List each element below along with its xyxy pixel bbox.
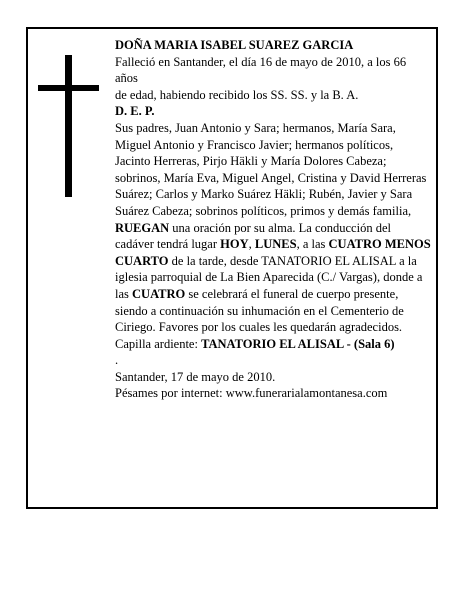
death-line: Falleció en Santander, el día 16 de mayo de 2010, a los 66 años — [115, 54, 407, 86]
capilla-dot: . — [115, 353, 119, 368]
dep-line: D. E. P. — [115, 104, 155, 119]
death-line-2: de edad, habiendo recibido los SS. SS. y la B. A. — [115, 87, 359, 102]
deceased-name: DOÑA MARIA ISABEL SUAREZ GARCIA — [115, 38, 354, 52]
ruegan-paragraph: RUEGAN una oración por su alma. La conducción del cadáver tendrá lugar HOY, LUNES, a las CUATRO MENOS CUARTO de la tarde, desde TANATORIO EL ALISAL a la iglesia parroquial de La Bien Aparecida (C./ Vargas), donde a las CUATRO se celebrará el funeral de cuerpo presente, siendo a continuación su inhumación en el Cementerio de Ciriego. Favores por los cuales les quedarán agradecidos. — [115, 220, 431, 335]
family-paragraph: Sus padres, Juan Antonio y Sara; hermanos, María Sara, Miguel Antonio y Francisco Javier; hermanos políticos, Jacinto Herreras, Pirjo Häkli y María Dolores Cabeza; sobrinos, María Eva, Miguel Angel, Cristina y David Herreras Suárez; Carlos y Marko Suárez Häkli; Rubén, Javier y Sara Suárez Cabeza; sobrinos políticos, primos y demás familia, — [115, 120, 427, 218]
date-line: Santander, 17 de mayo de 2010. — [115, 369, 276, 384]
capilla-line: Capilla ardiente: TANATORIO EL ALISAL - (Sala 6) — [115, 336, 395, 351]
condolences-web-line: Pésames por internet: www.funerarialamontanesa.com — [115, 386, 388, 401]
obituary-text — [115, 37, 431, 402]
cross-icon — [65, 55, 72, 197]
cross-icon-bar — [38, 85, 99, 91]
